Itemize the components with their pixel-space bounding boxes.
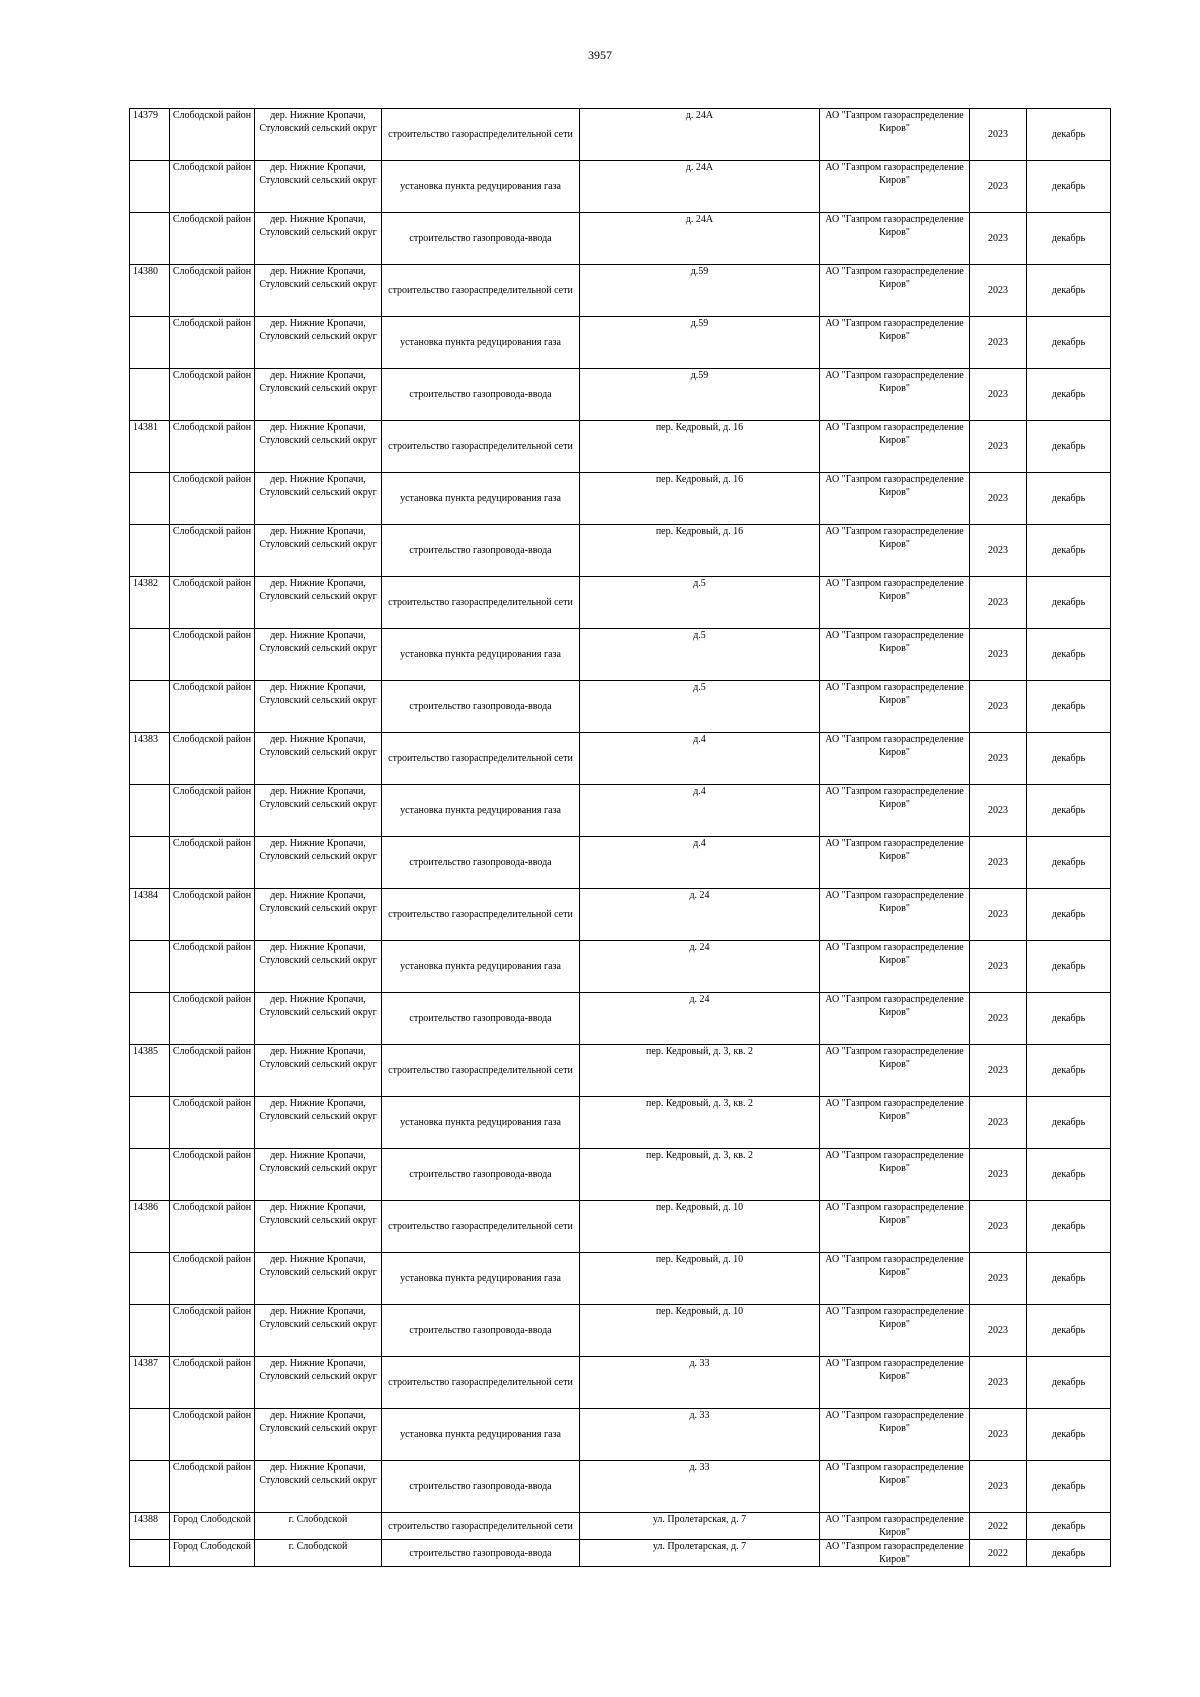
address-cell: пер. Кедровый, д. 3, кв. 2	[580, 1097, 820, 1149]
row-number-cell: 14385	[130, 1045, 170, 1097]
year-cell: 2022	[970, 1513, 1027, 1540]
month-cell: декабрь	[1027, 889, 1111, 941]
organization-cell: АО "Газпром газораспределение Киров"	[820, 213, 970, 265]
address-cell: д. 24А	[580, 161, 820, 213]
locality-cell: дер. Нижние Кропачи, Стуловский сельский округ	[255, 629, 382, 681]
work-type-cell: установка пункта редуцирования газа	[382, 473, 580, 525]
month-cell: декабрь	[1027, 1149, 1111, 1201]
year-cell: 2023	[970, 265, 1027, 317]
district-cell: Слободской район	[170, 1045, 255, 1097]
year-cell: 2023	[970, 837, 1027, 889]
district-cell: Слободской район	[170, 1201, 255, 1253]
table-row	[130, 1513, 1111, 1540]
table-row	[130, 161, 1111, 213]
district-cell: Слободской район	[170, 681, 255, 733]
row-number-cell	[130, 1540, 170, 1567]
address-cell: пер. Кедровый, д. 10	[580, 1305, 820, 1357]
page-number: 3957	[588, 48, 612, 62]
district-cell: Слободской район	[170, 1357, 255, 1409]
work-type-cell: строительство газопровода-ввода	[382, 525, 580, 577]
month-cell: декабрь	[1027, 1357, 1111, 1409]
address-cell: пер. Кедровый, д. 3, кв. 2	[580, 1045, 820, 1097]
address-cell: пер. Кедровый, д. 16	[580, 525, 820, 577]
work-type-cell: строительство газораспределительной сети	[382, 265, 580, 317]
locality-cell: дер. Нижние Кропачи, Стуловский сельский округ	[255, 889, 382, 941]
year-cell: 2023	[970, 1461, 1027, 1513]
year-cell: 2023	[970, 317, 1027, 369]
row-number-cell: 14386	[130, 1201, 170, 1253]
year-cell: 2023	[970, 1149, 1027, 1201]
work-type-cell: строительство газораспределительной сети	[382, 421, 580, 473]
month-cell: декабрь	[1027, 421, 1111, 473]
district-cell: Слободской район	[170, 941, 255, 993]
month-cell: декабрь	[1027, 1253, 1111, 1305]
year-cell: 2023	[970, 525, 1027, 577]
table-row	[130, 1540, 1111, 1567]
month-cell: декабрь	[1027, 837, 1111, 889]
organization-cell: АО "Газпром газораспределение Киров"	[820, 629, 970, 681]
row-number-cell	[130, 629, 170, 681]
row-number-cell	[130, 1253, 170, 1305]
table-row	[130, 421, 1111, 473]
table-row	[130, 1097, 1111, 1149]
locality-cell: дер. Нижние Кропачи, Стуловский сельский округ	[255, 733, 382, 785]
table-row	[130, 1461, 1111, 1513]
month-cell: декабрь	[1027, 681, 1111, 733]
organization-cell: АО "Газпром газораспределение Киров"	[820, 1097, 970, 1149]
organization-cell: АО "Газпром газораспределение Киров"	[820, 473, 970, 525]
row-number-cell	[130, 473, 170, 525]
year-cell: 2023	[970, 1409, 1027, 1461]
year-cell: 2023	[970, 1097, 1027, 1149]
row-number-cell	[130, 785, 170, 837]
work-type-cell: строительство газораспределительной сети	[382, 733, 580, 785]
gas-works-table	[129, 108, 1111, 1567]
table-row	[130, 213, 1111, 265]
address-cell: д.4	[580, 733, 820, 785]
organization-cell: АО "Газпром газораспределение Киров"	[820, 1461, 970, 1513]
district-cell: Слободской район	[170, 577, 255, 629]
month-cell: декабрь	[1027, 941, 1111, 993]
locality-cell: дер. Нижние Кропачи, Стуловский сельский округ	[255, 369, 382, 421]
locality-cell: дер. Нижние Кропачи, Стуловский сельский округ	[255, 1357, 382, 1409]
locality-cell: дер. Нижние Кропачи, Стуловский сельский округ	[255, 993, 382, 1045]
organization-cell: АО "Газпром газораспределение Киров"	[820, 265, 970, 317]
table-row	[130, 109, 1111, 161]
row-number-cell	[130, 525, 170, 577]
address-cell: д. 24	[580, 993, 820, 1045]
year-cell: 2022	[970, 1540, 1027, 1567]
locality-cell: дер. Нижние Кропачи, Стуловский сельский округ	[255, 1201, 382, 1253]
organization-cell: АО "Газпром газораспределение Киров"	[820, 993, 970, 1045]
work-type-cell: строительство газопровода-ввода	[382, 837, 580, 889]
work-type-cell: строительство газораспределительной сети	[382, 109, 580, 161]
row-number-cell: 14380	[130, 265, 170, 317]
organization-cell: АО "Газпром газораспределение Киров"	[820, 1149, 970, 1201]
district-cell: Слободской район	[170, 317, 255, 369]
district-cell: Слободской район	[170, 1253, 255, 1305]
district-cell: Слободской район	[170, 421, 255, 473]
address-cell: д.4	[580, 837, 820, 889]
district-cell: Слободской район	[170, 473, 255, 525]
month-cell: декабрь	[1027, 317, 1111, 369]
organization-cell: АО "Газпром газораспределение Киров"	[820, 1253, 970, 1305]
year-cell: 2023	[970, 1305, 1027, 1357]
year-cell: 2023	[970, 941, 1027, 993]
locality-cell: дер. Нижние Кропачи, Стуловский сельский округ	[255, 1149, 382, 1201]
district-cell: Слободской район	[170, 993, 255, 1045]
district-cell: Слободской район	[170, 1409, 255, 1461]
organization-cell: АО "Газпром газораспределение Киров"	[820, 577, 970, 629]
row-number-cell	[130, 1409, 170, 1461]
table-row	[130, 889, 1111, 941]
work-type-cell: установка пункта редуцирования газа	[382, 629, 580, 681]
work-type-cell: установка пункта редуцирования газа	[382, 785, 580, 837]
district-cell: Слободской район	[170, 1149, 255, 1201]
organization-cell: АО "Газпром газораспределение Киров"	[820, 681, 970, 733]
table-row	[130, 993, 1111, 1045]
address-cell: д.5	[580, 577, 820, 629]
organization-cell: АО "Газпром газораспределение Киров"	[820, 161, 970, 213]
month-cell: декабрь	[1027, 733, 1111, 785]
locality-cell: дер. Нижние Кропачи, Стуловский сельский округ	[255, 317, 382, 369]
address-cell: ул. Пролетарская, д. 7	[580, 1513, 820, 1540]
row-number-cell	[130, 1097, 170, 1149]
month-cell: декабрь	[1027, 629, 1111, 681]
address-cell: ул. Пролетарская, д. 7	[580, 1540, 820, 1567]
work-type-cell: установка пункта редуцирования газа	[382, 1097, 580, 1149]
year-cell: 2023	[970, 785, 1027, 837]
month-cell: декабрь	[1027, 1540, 1111, 1567]
table-row	[130, 1149, 1111, 1201]
locality-cell: дер. Нижние Кропачи, Стуловский сельский округ	[255, 1305, 382, 1357]
year-cell: 2023	[970, 1045, 1027, 1097]
locality-cell: дер. Нижние Кропачи, Стуловский сельский округ	[255, 1097, 382, 1149]
year-cell: 2023	[970, 889, 1027, 941]
locality-cell: дер. Нижние Кропачи, Стуловский сельский округ	[255, 109, 382, 161]
row-number-cell	[130, 1149, 170, 1201]
work-type-cell: строительство газопровода-ввода	[382, 213, 580, 265]
locality-cell: г. Слободской	[255, 1513, 382, 1540]
district-cell: Слободской район	[170, 889, 255, 941]
row-number-cell	[130, 941, 170, 993]
organization-cell: АО "Газпром газораспределение Киров"	[820, 941, 970, 993]
district-cell: Слободской район	[170, 369, 255, 421]
table-row	[130, 837, 1111, 889]
address-cell: д. 33	[580, 1461, 820, 1513]
district-cell: Слободской район	[170, 109, 255, 161]
locality-cell: дер. Нижние Кропачи, Стуловский сельский округ	[255, 1045, 382, 1097]
locality-cell: дер. Нижние Кропачи, Стуловский сельский округ	[255, 785, 382, 837]
year-cell: 2023	[970, 1253, 1027, 1305]
locality-cell: дер. Нижние Кропачи, Стуловский сельский округ	[255, 161, 382, 213]
address-cell: д.59	[580, 265, 820, 317]
address-cell: пер. Кедровый, д. 10	[580, 1253, 820, 1305]
locality-cell: дер. Нижние Кропачи, Стуловский сельский округ	[255, 681, 382, 733]
address-cell: д.5	[580, 681, 820, 733]
organization-cell: АО "Газпром газораспределение Киров"	[820, 421, 970, 473]
month-cell: декабрь	[1027, 109, 1111, 161]
table-row	[130, 733, 1111, 785]
row-number-cell	[130, 837, 170, 889]
table-row	[130, 473, 1111, 525]
address-cell: пер. Кедровый, д. 10	[580, 1201, 820, 1253]
row-number-cell: 14379	[130, 109, 170, 161]
locality-cell: дер. Нижние Кропачи, Стуловский сельский округ	[255, 473, 382, 525]
address-cell: пер. Кедровый, д. 3, кв. 2	[580, 1149, 820, 1201]
district-cell: Слободской район	[170, 1305, 255, 1357]
row-number-cell: 14383	[130, 733, 170, 785]
district-cell: Слободской район	[170, 1461, 255, 1513]
address-cell: д. 33	[580, 1409, 820, 1461]
table-row	[130, 265, 1111, 317]
address-cell: д.59	[580, 317, 820, 369]
work-type-cell: установка пункта редуцирования газа	[382, 1253, 580, 1305]
organization-cell: АО "Газпром газораспределение Киров"	[820, 1305, 970, 1357]
year-cell: 2023	[970, 369, 1027, 421]
organization-cell: АО "Газпром газораспределение Киров"	[820, 317, 970, 369]
address-cell: д. 33	[580, 1357, 820, 1409]
work-type-cell: строительство газораспределительной сети	[382, 1045, 580, 1097]
table-row	[130, 1201, 1111, 1253]
row-number-cell	[130, 1461, 170, 1513]
year-cell: 2023	[970, 733, 1027, 785]
locality-cell: дер. Нижние Кропачи, Стуловский сельский округ	[255, 213, 382, 265]
work-type-cell: строительство газораспределительной сети	[382, 577, 580, 629]
work-type-cell: строительство газопровода-ввода	[382, 1149, 580, 1201]
locality-cell: дер. Нижние Кропачи, Стуловский сельский округ	[255, 577, 382, 629]
table-row	[130, 317, 1111, 369]
month-cell: декабрь	[1027, 577, 1111, 629]
district-cell: Слободской район	[170, 161, 255, 213]
work-type-cell: строительство газопровода-ввода	[382, 1305, 580, 1357]
organization-cell: АО "Газпром газораспределение Киров"	[820, 1513, 970, 1540]
row-number-cell	[130, 993, 170, 1045]
month-cell: декабрь	[1027, 1409, 1111, 1461]
district-cell: Слободской район	[170, 733, 255, 785]
locality-cell: дер. Нижние Кропачи, Стуловский сельский округ	[255, 1461, 382, 1513]
row-number-cell: 14387	[130, 1357, 170, 1409]
work-type-cell: строительство газораспределительной сети	[382, 889, 580, 941]
year-cell: 2023	[970, 681, 1027, 733]
year-cell: 2023	[970, 109, 1027, 161]
work-type-cell: установка пункта редуцирования газа	[382, 161, 580, 213]
locality-cell: дер. Нижние Кропачи, Стуловский сельский округ	[255, 1409, 382, 1461]
district-cell: Слободской район	[170, 213, 255, 265]
month-cell: декабрь	[1027, 1513, 1111, 1540]
work-type-cell: строительство газораспределительной сети	[382, 1357, 580, 1409]
locality-cell: г. Слободской	[255, 1540, 382, 1567]
month-cell: декабрь	[1027, 785, 1111, 837]
organization-cell: АО "Газпром газораспределение Киров"	[820, 1045, 970, 1097]
year-cell: 2023	[970, 1201, 1027, 1253]
district-cell: Слободской район	[170, 525, 255, 577]
locality-cell: дер. Нижние Кропачи, Стуловский сельский округ	[255, 1253, 382, 1305]
month-cell: декабрь	[1027, 369, 1111, 421]
organization-cell: АО "Газпром газораспределение Киров"	[820, 785, 970, 837]
district-cell: Слободской район	[170, 1097, 255, 1149]
organization-cell: АО "Газпром газораспределение Киров"	[820, 1201, 970, 1253]
work-type-cell: строительство газопровода-ввода	[382, 993, 580, 1045]
row-number-cell: 14384	[130, 889, 170, 941]
year-cell: 2023	[970, 421, 1027, 473]
month-cell: декабрь	[1027, 1461, 1111, 1513]
district-cell: Слободской район	[170, 629, 255, 681]
row-number-cell: 14382	[130, 577, 170, 629]
year-cell: 2023	[970, 161, 1027, 213]
row-number-cell	[130, 1305, 170, 1357]
year-cell: 2023	[970, 213, 1027, 265]
district-cell: Слободской район	[170, 785, 255, 837]
month-cell: декабрь	[1027, 265, 1111, 317]
month-cell: декабрь	[1027, 1201, 1111, 1253]
year-cell: 2023	[970, 577, 1027, 629]
month-cell: декабрь	[1027, 1305, 1111, 1357]
work-type-cell: установка пункта редуцирования газа	[382, 1409, 580, 1461]
district-cell: Слободской район	[170, 265, 255, 317]
row-number-cell	[130, 369, 170, 421]
organization-cell: АО "Газпром газораспределение Киров"	[820, 525, 970, 577]
row-number-cell: 14388	[130, 1513, 170, 1540]
table-row	[130, 369, 1111, 421]
organization-cell: АО "Газпром газораспределение Киров"	[820, 1409, 970, 1461]
row-number-cell	[130, 681, 170, 733]
month-cell: декабрь	[1027, 993, 1111, 1045]
address-cell: д. 24	[580, 941, 820, 993]
table-row	[130, 1045, 1111, 1097]
address-cell: д.5	[580, 629, 820, 681]
organization-cell: АО "Газпром газораспределение Киров"	[820, 1540, 970, 1567]
year-cell: 2023	[970, 1357, 1027, 1409]
table-row	[130, 785, 1111, 837]
month-cell: декабрь	[1027, 525, 1111, 577]
table-row	[130, 1357, 1111, 1409]
organization-cell: АО "Газпром газораспределение Киров"	[820, 369, 970, 421]
month-cell: декабрь	[1027, 1097, 1111, 1149]
table-row	[130, 1305, 1111, 1357]
year-cell: 2023	[970, 993, 1027, 1045]
district-cell: Город Слободской	[170, 1513, 255, 1540]
locality-cell: дер. Нижние Кропачи, Стуловский сельский округ	[255, 525, 382, 577]
table-row	[130, 1409, 1111, 1461]
organization-cell: АО "Газпром газораспределение Киров"	[820, 1357, 970, 1409]
work-type-cell: строительство газораспределительной сети	[382, 1201, 580, 1253]
address-cell: д. 24А	[580, 213, 820, 265]
organization-cell: АО "Газпром газораспределение Киров"	[820, 837, 970, 889]
work-type-cell: строительство газопровода-ввода	[382, 1540, 580, 1567]
locality-cell: дер. Нижние Кропачи, Стуловский сельский округ	[255, 265, 382, 317]
work-type-cell: установка пункта редуцирования газа	[382, 317, 580, 369]
address-cell: д.4	[580, 785, 820, 837]
row-number-cell	[130, 213, 170, 265]
district-cell: Слободской район	[170, 837, 255, 889]
table-row	[130, 941, 1111, 993]
month-cell: декабрь	[1027, 213, 1111, 265]
month-cell: декабрь	[1027, 1045, 1111, 1097]
address-cell: пер. Кедровый, д. 16	[580, 473, 820, 525]
work-type-cell: строительство газораспределительной сети	[382, 1513, 580, 1540]
row-number-cell: 14381	[130, 421, 170, 473]
work-type-cell: строительство газопровода-ввода	[382, 369, 580, 421]
address-cell: д. 24	[580, 889, 820, 941]
organization-cell: АО "Газпром газораспределение Киров"	[820, 889, 970, 941]
locality-cell: дер. Нижние Кропачи, Стуловский сельский округ	[255, 837, 382, 889]
month-cell: декабрь	[1027, 473, 1111, 525]
locality-cell: дер. Нижние Кропачи, Стуловский сельский округ	[255, 941, 382, 993]
table-row	[130, 629, 1111, 681]
address-cell: пер. Кедровый, д. 16	[580, 421, 820, 473]
work-type-cell: строительство газопровода-ввода	[382, 681, 580, 733]
address-cell: д.59	[580, 369, 820, 421]
month-cell: декабрь	[1027, 161, 1111, 213]
row-number-cell	[130, 161, 170, 213]
table-row	[130, 577, 1111, 629]
work-type-cell: строительство газопровода-ввода	[382, 1461, 580, 1513]
table-row	[130, 1253, 1111, 1305]
organization-cell: АО "Газпром газораспределение Киров"	[820, 733, 970, 785]
table-row	[130, 525, 1111, 577]
year-cell: 2023	[970, 473, 1027, 525]
table-row	[130, 681, 1111, 733]
row-number-cell	[130, 317, 170, 369]
work-type-cell: установка пункта редуцирования газа	[382, 941, 580, 993]
locality-cell: дер. Нижние Кропачи, Стуловский сельский округ	[255, 421, 382, 473]
district-cell: Город Слободской	[170, 1540, 255, 1567]
organization-cell: АО "Газпром газораспределение Киров"	[820, 109, 970, 161]
year-cell: 2023	[970, 629, 1027, 681]
address-cell: д. 24А	[580, 109, 820, 161]
